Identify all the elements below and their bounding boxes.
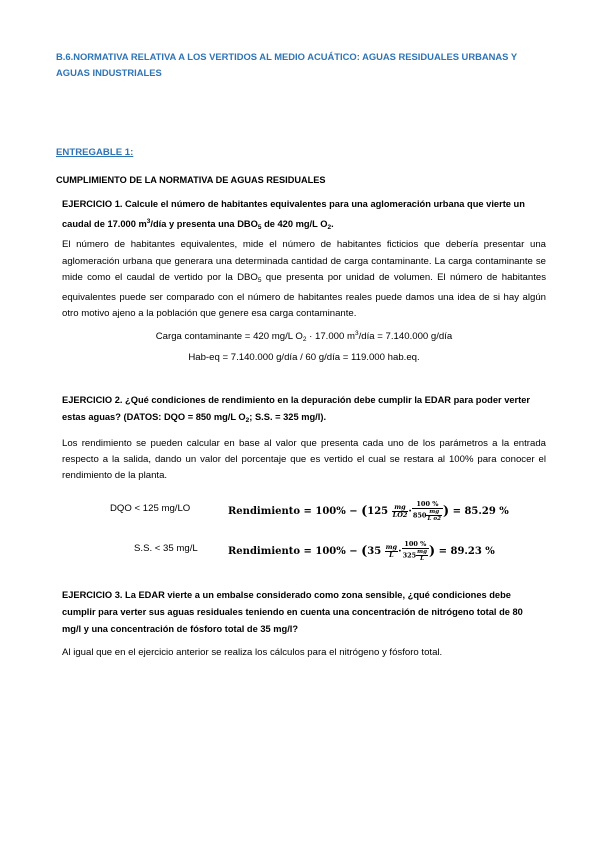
- ex1-q-sub5: 5: [257, 224, 262, 231]
- ss-limit-label: S.S. < 35 mg/L: [134, 543, 198, 554]
- ex1-answer-part1: El número de habitantes equivalentes, mide el número de habitantes ficticios que debería presentar una aglomeración urbana que generara una determinada cantidad de carga contaminante. La carga contaminante se mide como el caudal de vertido por la DBO: [62, 239, 546, 283]
- document-title: [56, 49, 546, 81]
- ss-inner-den: L: [420, 556, 425, 562]
- exercise-1-question: [62, 196, 546, 236]
- ss-pct-num: 100 %: [402, 541, 429, 549]
- title-line-1: B.6.NORMATIVA RELATIVA A LOS VERTIDOS AL MEDIO ACUÁTICO: AGUAS RESIDUALES URBANAS Y: [56, 51, 518, 62]
- ss-unit-den: L: [389, 551, 394, 559]
- exercise-2-answer: Los rendimiento se pueden calcular en base al valor que presenta cada uno de los parámetros a la entrada respecto a la salida, dando un valor del porcentaje que es vertido el cual se restara al 100% para conocer el rendimiento de la planta.: [62, 438, 546, 481]
- eq1-part-c: /día = 7.140.000 g/día: [358, 331, 453, 342]
- ex2-q-sub2: 2: [245, 417, 250, 424]
- dqo-inner-num: mg: [426, 509, 442, 516]
- ex1-equation-carga: [62, 326, 546, 347]
- ex1-q-conc: de 420 mg/L O: [261, 219, 328, 229]
- ex2-q-line1: EJERCICIO 2. ¿Qué condiciones de rendimiento en la depuración debe cumplir la EDAR para poder verter: [62, 395, 531, 405]
- ex1-answer-sub5: 5: [257, 277, 262, 284]
- dqo-inner-fraction: [426, 509, 442, 522]
- dqo-unit-den: LO2: [392, 511, 408, 519]
- ss-close-paren: ): [429, 544, 436, 559]
- dqo-lhs: Rendimiento = 100% −: [228, 506, 362, 517]
- dqo-open-paren: (: [361, 504, 368, 519]
- ex2-formula-dqo: [110, 492, 540, 526]
- ex3-q-line2: cumplir para verter sus aguas residuales teniendo en cuenta una concentración de nitrógeno total de 80: [62, 607, 523, 617]
- ex1-q-end: .: [331, 219, 334, 229]
- ss-inner-coef: 325: [402, 551, 417, 560]
- ss-inner-num: mg: [417, 549, 428, 555]
- ss-inner-fraction: [416, 549, 428, 562]
- ss-unit-fraction: [385, 544, 398, 559]
- ss-pct-den: [402, 549, 429, 562]
- ex1-answer-part2: que presenta por unidad de volumen. El número de habitantes equivalentes puede ser comparado con el número de habitantes reales puede damos una idea de si hay algún otro motivo ajeno a la población que genere esa carga contaminante.: [62, 272, 547, 319]
- dqo-pct-fraction: [412, 501, 443, 522]
- ss-pct-fraction: [402, 541, 429, 562]
- title-line-2: AGUAS INDUSTRIALES: [56, 67, 162, 78]
- eq1-sub2: 2: [302, 336, 307, 343]
- dqo-pct-den: [412, 509, 443, 522]
- ex1-q-flow: caudal de 17.000 m: [62, 219, 147, 229]
- dqo-unit-fraction: [392, 504, 409, 519]
- dqo-unit-num: mg: [392, 504, 409, 512]
- exercise-1-answer: [62, 237, 546, 323]
- eq1-sup3: 3: [355, 330, 359, 337]
- ex1-equation-habeq: Hab-eq = 7.140.000 g/día / 60 g/día = 119.000 hab.eq.: [188, 352, 420, 363]
- ss-lhs: Rendimiento = 100% −: [228, 546, 362, 557]
- ss-open-paren: (: [361, 544, 368, 559]
- entregable-heading: ENTREGABLE 1:: [56, 147, 134, 158]
- ss-result: = 89.23 %: [435, 546, 495, 557]
- ss-formula: Rendimiento = 100% − (35 $\frac{mg}{L}$ · 100 % 325 $\frac{mg}{L}$ ) = 89.23 %: [228, 540, 495, 562]
- dqo-close-paren: ): [442, 504, 450, 519]
- section-title: CUMPLIMIENTO DE LA NORMATIVA DE AGUAS RESIDUALES: [56, 175, 326, 185]
- eq1-part-a: Carga contaminante = 420 mg/L O: [155, 331, 303, 342]
- ex2-q-line2b: ; S.S. = 325 mg/l).: [249, 412, 327, 422]
- ex1-q-sub2: 2: [327, 224, 332, 231]
- eq1-part-b: · 17.000 m: [306, 331, 355, 342]
- ss-coef: 35: [367, 546, 382, 557]
- dqo-limit-label: DQO < 125 mg/LO: [110, 503, 191, 514]
- dqo-pct-num: 100 %: [412, 501, 443, 509]
- dqo-result: = 85.29 %: [449, 506, 509, 517]
- exercise-3-answer: Al igual que en el ejercicio anterior se realiza los cálculos para el nitrógeno y fósforo total.: [62, 647, 443, 658]
- ex3-q-line3: mg/l y una concentración de fósforo total de 35 mg/l?: [62, 624, 299, 634]
- dqo-inner-den: L o2: [427, 516, 441, 522]
- ex1-q-dbo: /día y presenta una DBO: [150, 219, 258, 229]
- exercise-3-question: [62, 587, 546, 638]
- ex1-q-sup: 3: [146, 218, 151, 225]
- dqo-formula: Rendimiento = 100% − (125 $\frac{mg}{LO2}$ · 100 % 850 $\frac{mg}{\text{L o2}}$ ) = 85.29 %: [228, 500, 509, 522]
- exercise-2-question: [62, 392, 546, 429]
- ex1-q-line1: EJERCICIO 1. Calcule el número de habitantes equivalentes para una aglomeración urbana que vierte un: [62, 199, 525, 209]
- dqo-coef: 125: [367, 506, 389, 517]
- ss-unit-num: mg: [385, 543, 398, 551]
- ex3-q-line1: EJERCICIO 3. La EDAR vierte a un embalse considerado como zona sensible, ¿qué condiciones debe: [62, 590, 511, 600]
- dqo-inner-coef: 850: [412, 511, 427, 520]
- ex2-formula-ss: [110, 534, 540, 564]
- ex2-q-line2a: estas aguas? (DATOS: DQO = 850 mg/L O: [62, 412, 246, 422]
